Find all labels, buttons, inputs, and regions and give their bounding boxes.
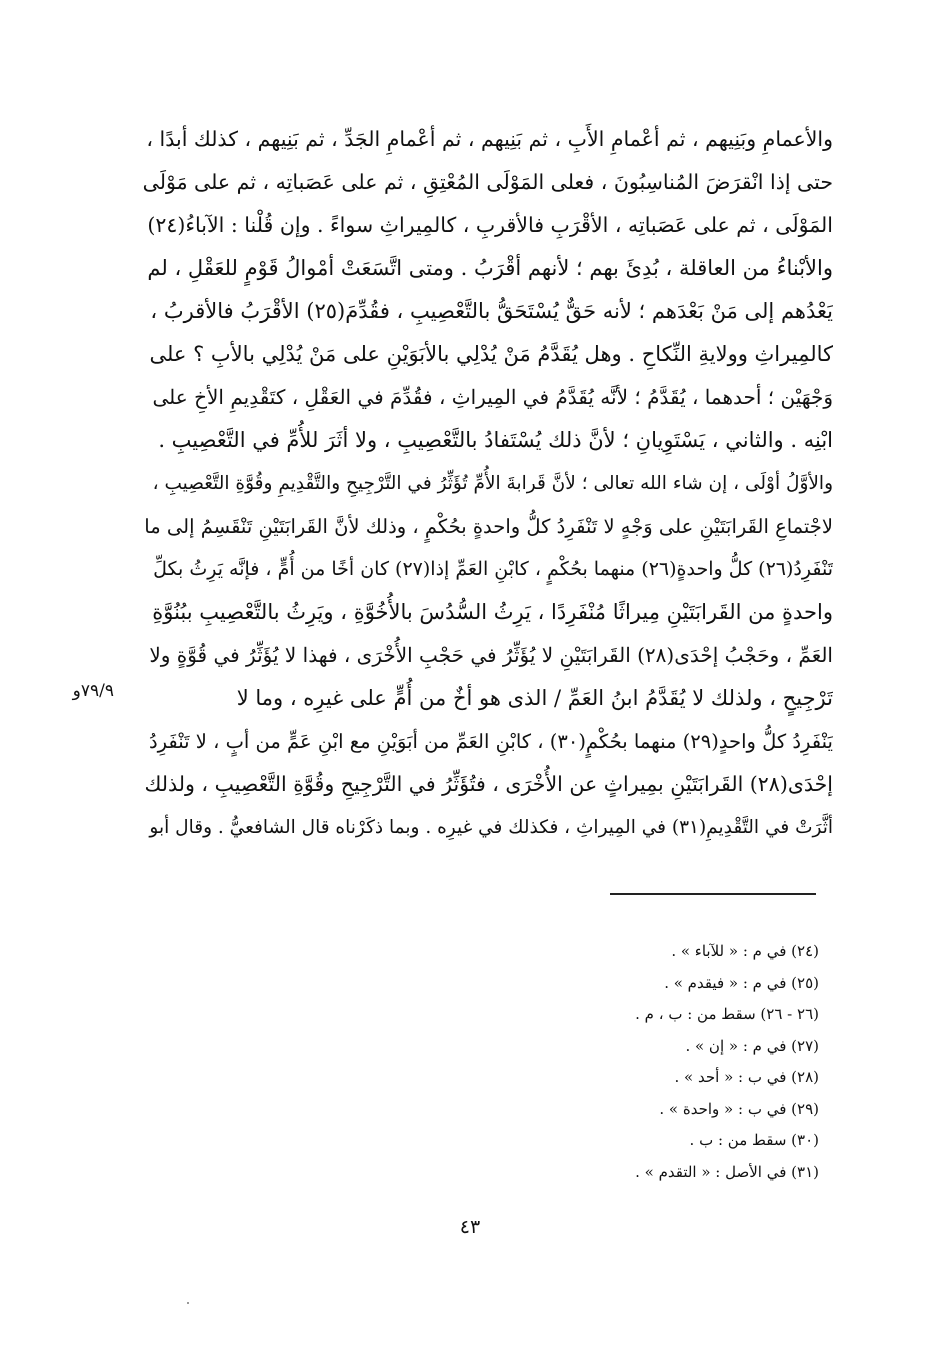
text-line: العَمِّ ، وحَجْبُ إحْدَى(٢٨) القَرابَتَيْنِ لا يُؤَثِّرُ في حَجْبِ الأُخْرَى ، فهذا لا يُؤَثِّرُ في قُوَّةٍ ولا [149, 643, 833, 667]
footnote: (٢٦ - ٢٦) سقط من : ب ، م . [635, 1005, 819, 1023]
text-line: أثَّرَتْ في التَّقْدِيمِ(٣١) في المِيراثِ ، فكذلك في غيرِه . وبما ذكَرْناه قال الشافعيُّ . وقال أبو [149, 817, 833, 838]
manuscript-folio-marker: ٧٩/٩و [72, 681, 114, 701]
footnote: (٣٠) سقط من : ب . [689, 1131, 819, 1149]
footnote: (٢٧) في م : « إن » . [685, 1036, 819, 1055]
text-line: والأوَّلُ أوْلَى ، إن شاء الله تعالى ؛ لأنَّ قَرابةَ الأُمِّ تُؤَثِّرُ في التَّرْجِيحِ والتَّقْدِيمِ وقُوَّةِ التَّعْصِيبِ ، [152, 473, 833, 494]
page-number: ٤٣ [459, 1216, 481, 1238]
text-line: إحْدَى(٢٨) القَرابَتَيْنِ بمِيراثٍ عن الأُخْرَى ، فتُؤَثِّرُ في التَّرْجِيحِ وقُوَّةِ التَّعْصِيبِ ، ولذلك [144, 772, 833, 796]
text-line: ابْنِه . والثاني ، يَسْتَوِيانِ ؛ لأنَّ ذلك يُسْتَفادُ بالتَّعْصِيبِ ، ولا أثَرَ للأُمِّ في التَّعْصِيبِ . [158, 428, 833, 452]
text-line: وَجْهَيْن ؛ أحدهما ، يُقَدَّمُ ؛ لأنَّه يُقَدَّمُ في المِيراثِ ، فقُدِّمَ في العَقْلِ ، كتَقْدِيمِ الأخِ على [152, 385, 833, 409]
footnote: (٢٥) في م : « فيقدم » . [664, 973, 819, 992]
text-line: واحدةٍ من القَرابَتَيْنِ مِيراثًا مُنْفَرِدًا ، يَرِثُ السُّدُسَ بالأُخُوَّةِ ، ويَرِثُ بالتَّعْصِيبِ ببُنُوَّةِ [152, 600, 833, 624]
text-line: يَنْفَرِدُ كلُّ واحدٍ(٢٩) منهما بحُكْمٍ(٣٠) ، كابْنِ العَمِّ من أبَوَيْنِ مع ابْنِ عَمٍّ من أبٍ ، لا تَنْفَرِدُ [148, 730, 833, 753]
footnote: (٢٤) في م : « للآباء » . [671, 942, 819, 960]
text-line: حتى إذا انْقرَضَ المُناسِبُونَ ، فعلى المَوْلَى المُعْتِقِ ، ثم على عَصَباتِه ، ثم على مَوْلَى [142, 170, 833, 194]
text-line: والأعمامِ وبَنِيهم ، ثم أعْمامِ الأَبِ ، ثم بَنِيهم ، ثم أعْمامِ الجَدِّ ، ثم بَنِيهم ، كذلك أبدًا ، [146, 127, 833, 151]
scan-speck [187, 1302, 189, 1304]
main-text-block [138, 118, 833, 849]
text-line: كالمِيراثِ وولايةِ النِّكاحِ . وهل يُقَدَّمُ مَنْ يُدْلِي بالأبَوَيْنِ على مَنْ يُدْلِي بالأبِ ؟ على [149, 342, 833, 366]
text-line: يَعْدُهم إلى مَنْ بَعْدَهم ؛ لأنه حَقٌّ يُسْتَحَقُّ بالتَّعْصِيبِ ، فقُدِّمَ(٢٥) الأقْرَبُ فالأقربُ ، [150, 299, 833, 323]
text-line: تَرْجِيحٍ ، ولذلك لا يُقَدَّمُ ابنُ العَمِّ / الذى هو أخٌ من أُمٍّ على غيرِه ، وما لا [236, 686, 833, 710]
footnote: (٣١) في الأصل : « التقدم » . [635, 1162, 819, 1181]
footnote: (٢٩) في ب : « واحدة » . [659, 1099, 819, 1118]
text-line: لاجْتماعِ القَرابَتَيْنِ على وَجْهٍ لا تَنْفَرِدُ كلُّ واحدةٍ بحُكْمٍ ، وذلك لأنَّ القَرابَتَيْنِ تَنْقَسِمُ إلى ما [144, 515, 833, 538]
footnote-separator [610, 893, 816, 895]
footnote: (٢٨) في ب : « أحد » . [674, 1068, 819, 1086]
footnotes [560, 936, 819, 1188]
text-line: والأبْناءُ من العاقلة ، بُدِئَ بهم ؛ لأنهم أقْرَبُ . ومتى اتَّسَعَتْ أمْوالُ قَوْمٍ للعَقْلِ ، لم [147, 256, 833, 280]
text-line: المَوْلَى ، ثم على عَصَباتِه ، الأقْرَبِ فالأقربِ ، كالمِيراثِ سواءً . وإن قُلْنا : الآباءُ(٢٤) [147, 213, 833, 237]
text-line: تَنْفَرِدُ(٢٦) كلُّ واحدةٍ(٢٦) منهما بحُكْمٍ ، كابْنِ العَمِّ إذا(٢٧) كان أخًا من أُمٍّ ، فإنَّه يَرِثُ بكلِّ [153, 558, 833, 580]
